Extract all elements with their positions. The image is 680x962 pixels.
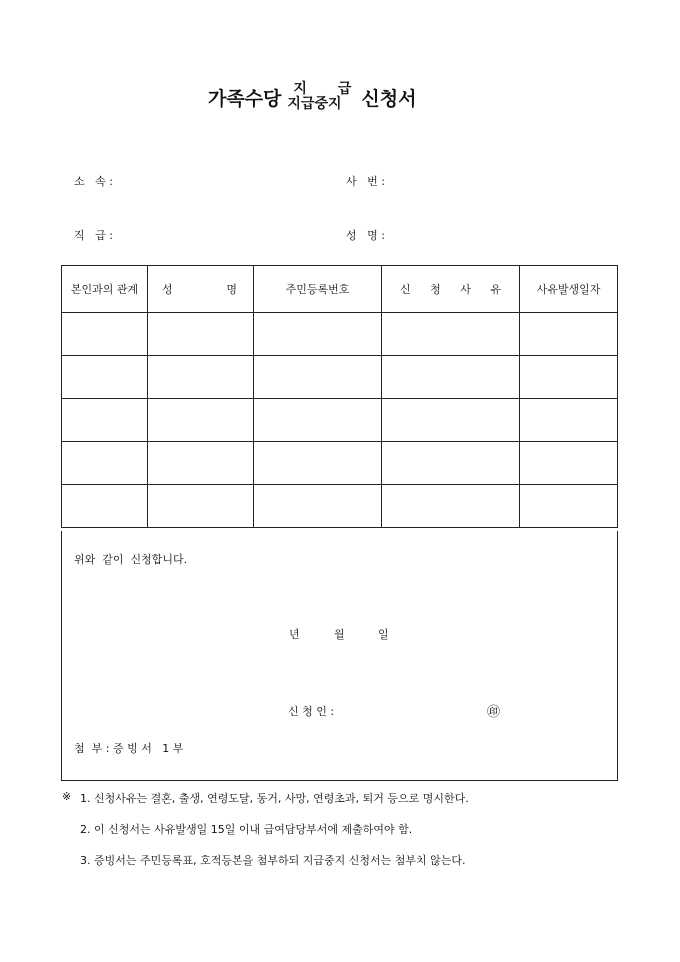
cell-event-date[interactable] [520,356,618,399]
title-stack-top-left: 지 [293,81,307,97]
table-row [62,313,618,356]
name-label: 성 명 : [346,229,385,242]
cell-resident-no[interactable] [254,313,382,356]
rank-label: 직 급 : [74,229,113,242]
note-item: 2. 이 신청서는 사유발생일 15일 이내 급여담당부서에 제출하여야 함. [80,823,413,836]
cell-resident-no[interactable] [254,399,382,442]
cell-relation[interactable] [62,485,148,528]
table-row [62,356,618,399]
attachment-text: 첨 부 : 증 빙 서 1 부 [74,742,184,755]
title-status-stack [287,82,357,112]
title-stack-bottom: 지급중지 [287,96,342,112]
note-item: 3. 증빙서는 주민등록표, 호적등본을 첨부하되 지급중지 신청서는 첨부치 않는다. [80,854,466,867]
cell-reason[interactable] [382,485,520,528]
cell-resident-no[interactable] [254,485,382,528]
family-table [61,265,618,528]
cell-relation[interactable] [62,356,148,399]
employee-no-label: 사 번 : [346,175,385,188]
title-prefix: 가족수당 [208,87,282,110]
header-name: 성 명 [148,266,254,313]
cell-event-date[interactable] [520,399,618,442]
header-event-date: 사유발생일자 [520,266,618,313]
note-mark: ※ [62,790,72,803]
cell-relation[interactable] [62,442,148,485]
date-month: 월 [334,628,345,641]
applicant-label: 신 청 인 : [288,705,335,718]
cell-resident-no[interactable] [254,356,382,399]
cell-relation[interactable] [62,313,148,356]
header-reason: 신 청 사 유 [382,266,520,313]
date-year: 년 [289,628,300,641]
cell-name[interactable] [148,485,254,528]
header-resident-no: 주민등록번호 [254,266,382,313]
cell-relation[interactable] [62,399,148,442]
cell-reason[interactable] [382,356,520,399]
cell-name[interactable] [148,399,254,442]
table-row [62,485,618,528]
note-item: 1. 신청사유는 결혼, 출생, 연령도달, 동거, 사망, 연령초과, 퇴거 등으로 명시한다. [80,792,469,805]
cell-name[interactable] [148,356,254,399]
title-suffix: 신청서 [361,87,417,110]
table-row [62,442,618,485]
title-stack-top-right: 급 [337,81,352,97]
cell-reason[interactable] [382,313,520,356]
cell-event-date[interactable] [520,485,618,528]
seal-icon: ㊞ [487,705,501,720]
header-relation: 본인과의 관계 [62,266,148,313]
date-day: 일 [378,628,389,641]
cell-resident-no[interactable] [254,442,382,485]
cell-event-date[interactable] [520,313,618,356]
table-row [62,399,618,442]
cell-reason[interactable] [382,442,520,485]
cell-name[interactable] [148,442,254,485]
cell-name[interactable] [148,313,254,356]
table-header-row [62,266,618,313]
cell-reason[interactable] [382,399,520,442]
cell-event-date[interactable] [520,442,618,485]
declaration-text: 위와 같이 신청합니다. [74,553,188,566]
affiliation-label: 소 속 : [74,175,113,188]
form-title [208,82,416,112]
